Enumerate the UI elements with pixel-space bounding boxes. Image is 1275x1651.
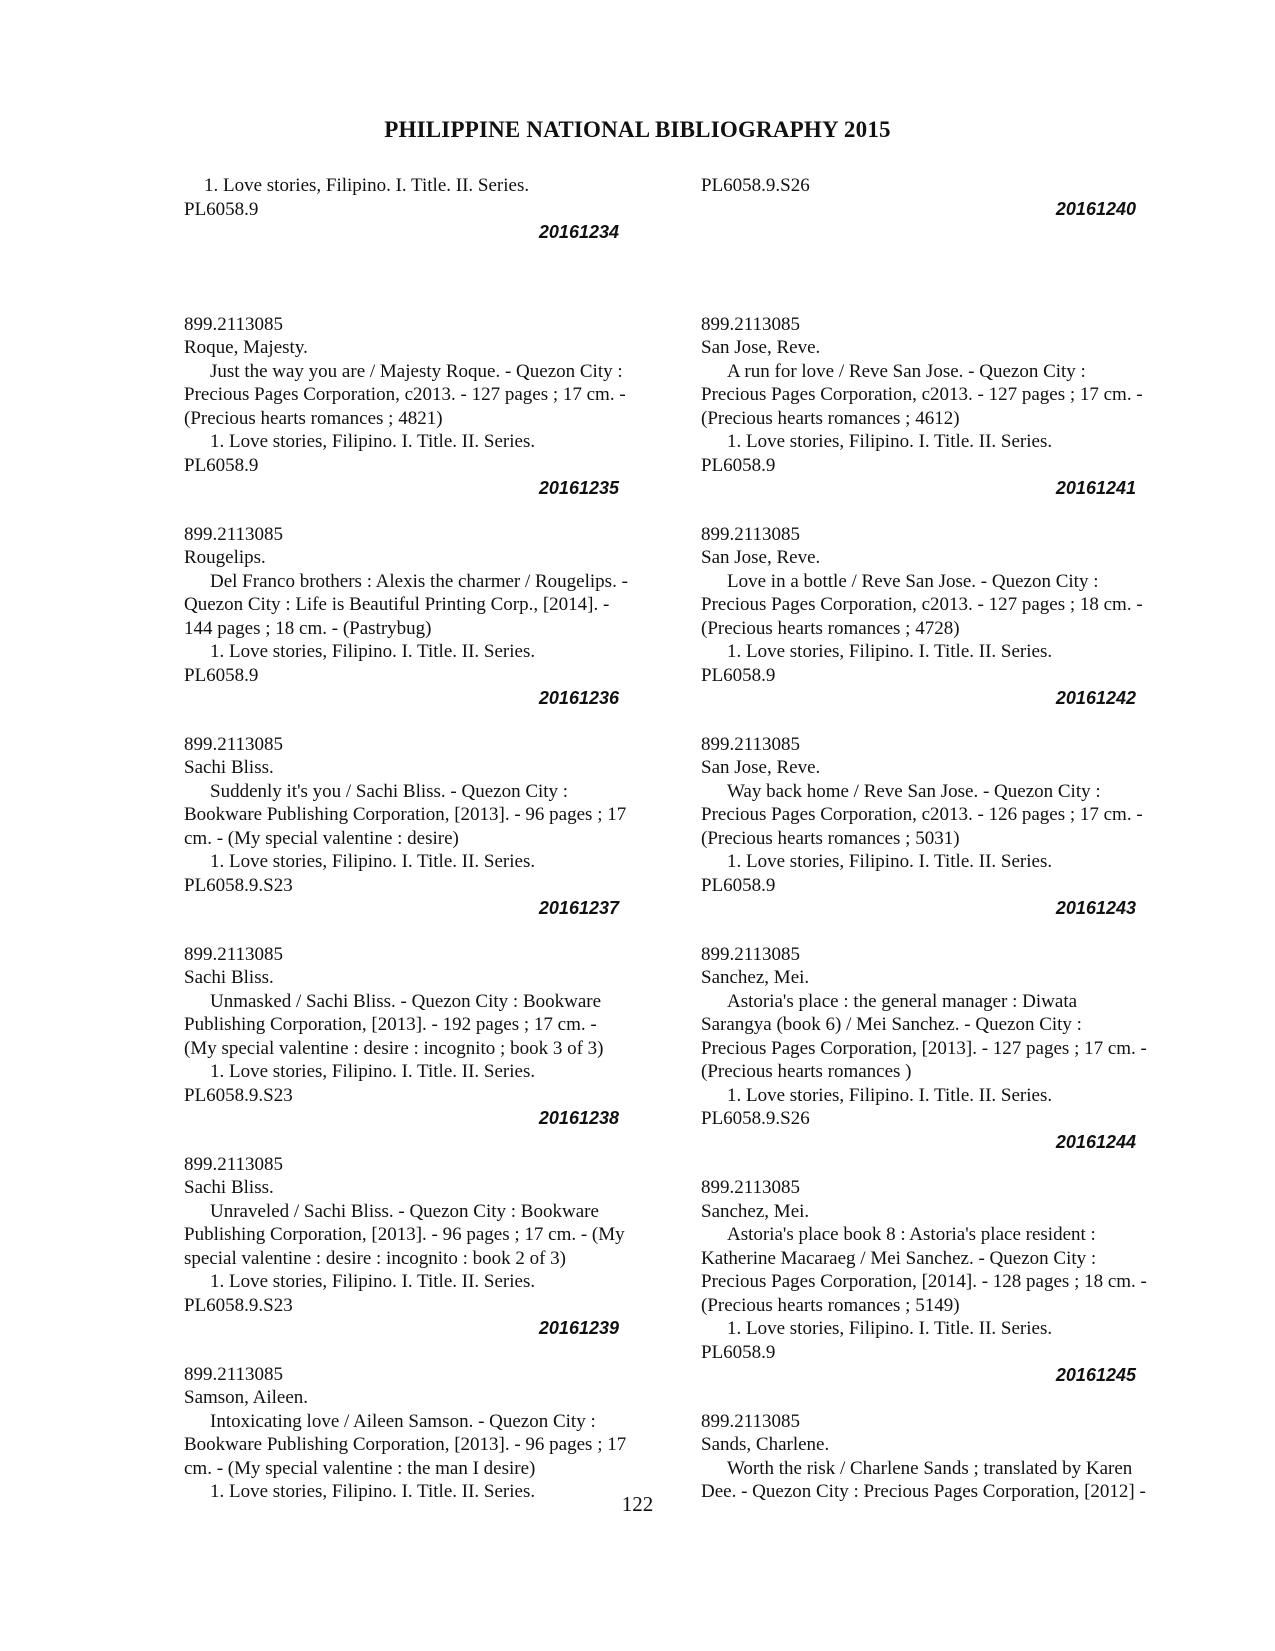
class-number: 899.2113085 <box>701 1177 801 1198</box>
description-line: Dee. - Quezon City : Precious Pages Corporation, [2012] - <box>701 1481 1146 1502</box>
subject-line: 1. Love stories, Filipino. I. Title. II. Series. <box>727 431 1053 452</box>
author: Sanchez, Mei. <box>701 967 810 988</box>
description-line: Unraveled / Sachi Bliss. - Quezon City : Bookware <box>210 1200 599 1222</box>
description-line: Bookware Publishing Corporation, [2013]. - 96 pages ; 17 <box>184 1434 627 1455</box>
description-line: Del Franco brothers : Alexis the charmer / Rougelips. - <box>210 570 628 592</box>
author: Sands, Charlene. <box>701 1434 830 1455</box>
subject-line: 1. Love stories, Filipino. I. Title. II. Series. <box>210 1061 536 1082</box>
description-line: Sarangya (book 6) / Mei Sanchez. - Quezon City : <box>701 1014 1082 1035</box>
subject-line: 1. Love stories, Filipino. I. Title. II. Series. <box>210 1481 536 1502</box>
subject-line: 1. Love stories, Filipino. I. Title. II. Series. <box>727 851 1053 872</box>
call-number: PL6058.9.S23 <box>184 1084 293 1106</box>
description-line: Bookware Publishing Corporation, [2013]. - 96 pages ; 17 <box>184 804 627 825</box>
left-column <box>184 174 659 1504</box>
subject-line: 1. Love stories, Filipino. I. Title. II. Series. <box>727 641 1053 662</box>
subject-line: 1. Love stories, Filipino. I. Title. II. Series. <box>210 641 536 662</box>
class-number: 899.2113085 <box>184 1363 284 1385</box>
bib-entry <box>184 1363 659 1504</box>
bib-entry <box>701 1176 1176 1388</box>
call-number: PL6058.9.S23 <box>184 874 293 896</box>
description-line: (Precious hearts romances ) <box>701 1061 912 1082</box>
author: Samson, Aileen. <box>184 1387 309 1408</box>
description-line: Unmasked / Sachi Bliss. - Quezon City : Bookware <box>210 990 602 1012</box>
description-line: 144 pages ; 18 cm. - (Pastrybug) <box>184 617 432 639</box>
subject-line: 1. Love stories, Filipino. I. Title. II. Series. <box>727 1084 1053 1106</box>
call-number: PL6058.9 <box>701 454 776 476</box>
description-line: (Precious hearts romances ; 4612) <box>701 407 960 429</box>
author: Sachi Bliss. <box>184 1177 274 1198</box>
description-line: Precious Pages Corporation, c2013. - 127 pages ; 17 cm. - <box>184 384 626 405</box>
class-number: 899.2113085 <box>701 943 801 965</box>
subject-line: 1. Love stories, Filipino. I. Title. II. Series. <box>210 431 536 452</box>
bib-entry <box>184 523 659 711</box>
call-number: PL6058.9 <box>184 198 259 220</box>
subject-line: 1. Love stories, Filipino. I. Title. II. Series. <box>727 1318 1053 1339</box>
description-line: Just the way you are / Majesty Roque. - Quezon City : <box>210 360 623 382</box>
description-line: Precious Pages Corporation, [2013]. - 127 pages ; 17 cm. - <box>701 1037 1147 1059</box>
accession-number: 20161245 <box>1055 1365 1136 1385</box>
description-line: cm. - (My special valentine : desire) <box>184 827 459 849</box>
author: San Jose, Reve. <box>701 547 821 568</box>
page-title: PHILIPPINE NATIONAL BIBLIOGRAPHY 2015 <box>384 117 891 142</box>
call-number: PL6058.9.S23 <box>184 1294 293 1316</box>
subject-line: 1. Love stories, Filipino. I. Title. II. Series. <box>210 851 536 872</box>
description-line: Publishing Corporation, [2013]. - 192 pages ; 17 cm. - <box>184 1014 597 1035</box>
class-number: 899.2113085 <box>701 733 801 755</box>
class-number: 899.2113085 <box>184 1153 284 1175</box>
accession-number: 20161243 <box>1055 898 1136 918</box>
call-number: PL6058.9 <box>184 664 259 686</box>
call-number: PL6058.9 <box>701 874 776 896</box>
description-line: A run for love / Reve San Jose. - Quezon City : <box>727 360 1086 382</box>
bib-entry <box>701 943 1176 1155</box>
description-line: Worth the risk / Charlene Sands ; translated by Karen <box>727 1457 1133 1479</box>
entry-continued <box>701 174 1176 221</box>
description-line: (Precious hearts romances ; 5149) <box>701 1294 960 1316</box>
description-line: Precious Pages Corporation, c2013. - 127 pages ; 18 cm. - <box>701 594 1143 615</box>
author: Sachi Bliss. <box>184 757 274 778</box>
description-line: Precious Pages Corporation, [2014]. - 128 pages ; 18 cm. - <box>701 1271 1147 1292</box>
description-line: Intoxicating love / Aileen Samson. - Quezon City : <box>210 1410 596 1432</box>
class-number: 899.2113085 <box>184 313 284 335</box>
accession-number: 20161237 <box>538 898 619 918</box>
accession-number: 20161234 <box>538 222 619 242</box>
call-number: PL6058.9 <box>701 1341 776 1363</box>
class-number: 899.2113085 <box>184 733 284 755</box>
bib-entry <box>701 1410 1176 1504</box>
author: Sachi Bliss. <box>184 967 274 988</box>
description-line: Suddenly it's you / Sachi Bliss. - Quezon City : <box>210 780 569 802</box>
class-number: 899.2113085 <box>184 943 284 965</box>
bib-entry <box>184 943 659 1131</box>
description-line: (Precious hearts romances ; 4821) <box>184 407 443 429</box>
accession-number: 20161239 <box>538 1318 619 1338</box>
bib-entry <box>184 313 659 501</box>
class-number: 899.2113085 <box>701 523 801 545</box>
author: Rougelips. <box>184 547 266 568</box>
call-number: PL6058.9 <box>184 454 259 476</box>
right-column <box>701 174 1176 1504</box>
class-number: 899.2113085 <box>701 1410 801 1432</box>
description-line: Love in a bottle / Reve San Jose. - Quezon City : <box>727 570 1099 592</box>
bib-entry <box>701 523 1176 711</box>
accession-number: 20161238 <box>538 1108 619 1128</box>
author: San Jose, Reve. <box>701 337 821 358</box>
description-line: Precious Pages Corporation, c2013. - 126 pages ; 17 cm. - <box>701 804 1143 825</box>
author: Sanchez, Mei. <box>701 1200 810 1222</box>
accession-number: 20161244 <box>1055 1131 1136 1152</box>
description-line: (Precious hearts romances ; 4728) <box>701 617 960 639</box>
class-number: 899.2113085 <box>701 313 801 335</box>
description-line: (Precious hearts romances ; 5031) <box>701 827 960 849</box>
call-number: PL6058.9 <box>701 664 776 686</box>
accession-number: 20161236 <box>538 688 619 708</box>
description-line: special valentine : desire : incognito : book 2 of 3) <box>184 1247 567 1269</box>
bib-entry <box>184 733 659 921</box>
call-number: PL6058.9.S26 <box>701 1108 810 1129</box>
subject-line: 1. Love stories, Filipino. I. Title. II. Series. <box>210 1271 536 1292</box>
description-line: Way back home / Reve San Jose. - Quezon City : <box>727 780 1101 802</box>
entry-continued <box>184 174 659 245</box>
description-line: Katherine Macaraeg / Mei Sanchez. - Quezon City : <box>701 1247 1097 1269</box>
class-number: 899.2113085 <box>184 523 284 545</box>
bib-entry <box>701 313 1176 501</box>
description-line: (My special valentine : desire : incognito ; book 3 of 3) <box>184 1037 604 1059</box>
author: Roque, Majesty. <box>184 337 308 358</box>
description-line: Astoria's place : the general manager : Diwata <box>727 990 1078 1012</box>
description-line: cm. - (My special valentine : the man I desire) <box>184 1457 536 1479</box>
subject-line: 1. Love stories, Filipino. I. Title. II. Series. <box>204 175 530 196</box>
accession-number: 20161241 <box>1055 478 1136 498</box>
description-line: Precious Pages Corporation, c2013. - 127 pages ; 17 cm. - <box>701 384 1143 405</box>
accession-number: 20161235 <box>538 478 619 498</box>
page-number: 122 <box>621 1492 654 1516</box>
description-line: Astoria's place book 8 : Astoria's place resident : <box>727 1224 1096 1245</box>
bib-entry <box>701 733 1176 921</box>
accession-number: 20161242 <box>1055 688 1136 708</box>
description-line: Publishing Corporation, [2013]. - 96 pages ; 17 cm. - (My <box>184 1224 625 1245</box>
bib-entry <box>184 1153 659 1341</box>
accession-number: 20161240 <box>1055 198 1136 219</box>
description-line: Quezon City : Life is Beautiful Printing Corp., [2014]. - <box>184 594 610 615</box>
call-number: PL6058.9.S26 <box>701 175 810 196</box>
author: San Jose, Reve. <box>701 757 821 778</box>
